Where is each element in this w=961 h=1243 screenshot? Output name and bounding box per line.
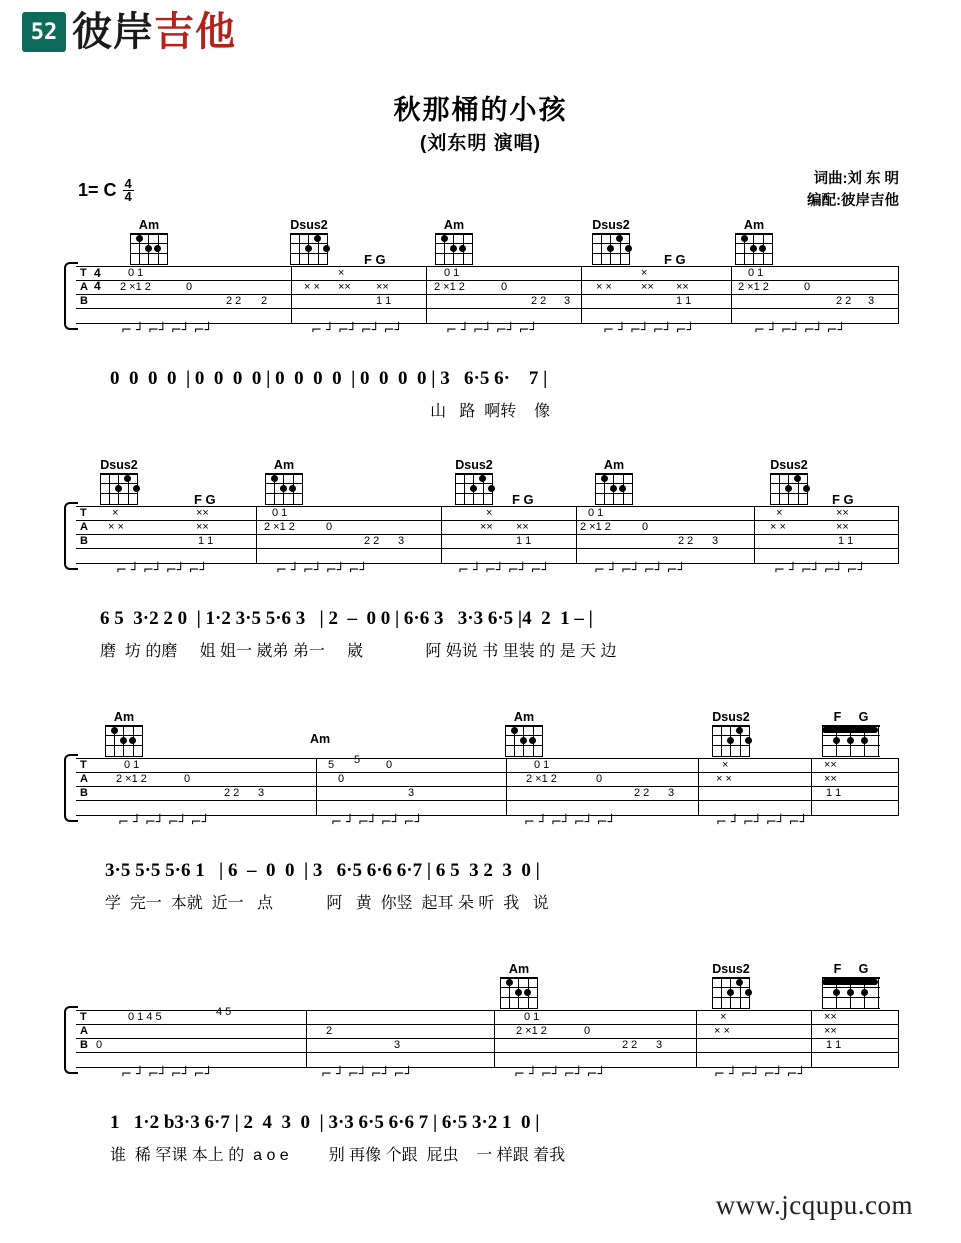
chord-diagram-am [105, 710, 143, 757]
chord-diagram-am [265, 458, 303, 505]
numbered-notation-row: 6 5 3·2 2 0 | 1·2 3·5 5·6 3 | 2 – 0 0 | 6·6 3 3·3 6·5 |4 2 1 – | [100, 608, 593, 629]
chord-diagram-am [735, 218, 773, 265]
chord-name: Dsus2 [290, 218, 328, 232]
page-title: 秋那桶的小孩 [393, 95, 568, 125]
key-label: 1= C [78, 180, 117, 200]
system-2 [0, 458, 961, 660]
numbered-notation-row: 1 1·2 b3·3 6·7 | 2 4 3 0 | 3·3 6·5 6·6 7 | 6·5 3·2 1 0 | [110, 1112, 540, 1133]
chord-grid [712, 977, 750, 1009]
credits-line-1: 词曲:刘 东 明 [813, 171, 899, 187]
chord-grid [100, 473, 138, 505]
credits-line-2: 编配:彼岸吉他 [807, 193, 899, 209]
chord-grid [822, 977, 880, 1009]
lyrics-row: 学 完一 本就 近一 点 阿 黄 你竖 起耳 朵 听 我 说 [105, 895, 549, 912]
chord-diagram-am [505, 710, 543, 757]
chord-name: Am [508, 962, 530, 976]
chord-diagram-am [595, 458, 633, 505]
chord-diagram-dsus2 [592, 218, 630, 265]
chord-name: Am [743, 218, 765, 232]
credits [807, 168, 899, 212]
logo-text [72, 12, 236, 52]
tab-staff-2 [76, 492, 899, 578]
site-logo [22, 12, 236, 52]
inline-chord-marks: F G [832, 492, 854, 507]
rhythm-marks: ⌐ ┘ ⌐┘ ⌐┘ ⌐┘ ⌐ ┘ ⌐┘ ⌐┘ ⌐┘ ⌐ ┘ ⌐┘ ⌐┘ ⌐┘ ⌐ ┘ ⌐┘ ⌐┘ ⌐┘ [118, 815, 808, 830]
system-3 [0, 710, 961, 912]
chord-grid [105, 725, 143, 757]
chord-grid [505, 725, 543, 757]
time-signature-top: 4 [124, 176, 132, 191]
chord-name: Dsus2 [455, 458, 493, 472]
chord-grid [822, 725, 880, 757]
staff-lines: T A B 0 1 4 5 4 5 0 2 3 0 1 2 ×1 2 0 2 2 3 × × × ×× ×× 1 1 [76, 1010, 899, 1068]
chord-name: Am [603, 458, 625, 472]
lyrics-row: 山 路 啊转 像 [110, 403, 551, 420]
tab-staff-4 [76, 1006, 899, 1082]
chord-grid [130, 233, 168, 265]
chord-name: Dsus2 [100, 458, 138, 472]
logo-badge: 52 [22, 12, 66, 52]
inline-chord-marks: F G [664, 252, 686, 267]
inline-chord-marks: F G [512, 492, 534, 507]
system-4 [0, 962, 961, 1164]
lyrics-row: 磨 坊 的磨 姐 姐一 崴弟 弟一 崴 阿 妈说 书 里装 的 是 天 边 [100, 643, 617, 660]
chord-name: Am [138, 218, 160, 232]
chord-grid [735, 233, 773, 265]
staff-lines: T A B 4 4 0 1 2 ×1 2 0 2 2 2 × × × ×× ×× 1 1 0 1 2 ×1 2 0 2 2 3 × × × ×× ×× 1 1 0 1 2 ×1 2 0 2 2 3 [76, 266, 899, 324]
chord-grid [770, 473, 808, 505]
tab-clef: T A B [80, 267, 88, 307]
staff-lines: T A B 0 1 2 ×1 2 0 2 2 3 5 5 0 0 3 0 1 2 ×1 2 0 2 2 3 × × × ×× ×× 1 1 [76, 758, 899, 816]
key-signature [78, 178, 134, 203]
chord-name: Dsus2 [770, 458, 808, 472]
chord-diagram-f-g [822, 962, 880, 1009]
tab-staff-3 [76, 754, 899, 830]
chord-name: Am [310, 732, 331, 746]
chord-name: Am [513, 710, 535, 724]
chord-name: Dsus2 [712, 962, 750, 976]
rhythm-marks: ⌐ ┘ ⌐┘ ⌐┘ ⌐┘ ⌐ ┘ ⌐┘ ⌐┘ ⌐┘ ⌐ ┘ ⌐┘ ⌐┘ ⌐┘ ⌐ ┘ ⌐┘ ⌐┘ ⌐┘ ⌐ ┘ ⌐┘ ⌐┘ ⌐┘ [121, 323, 846, 338]
watermark-url: www.jcqupu.com [715, 1190, 913, 1220]
time-signature-bottom: 4 [124, 189, 132, 204]
chord-diagram-dsus2 [455, 458, 493, 505]
chord-diagram-f-g [822, 710, 880, 757]
chord-name: Am [273, 458, 295, 472]
tab-clef: T A B [80, 1011, 88, 1051]
staff-lines: T A B × × × ×× ×× 1 1 0 1 2 ×1 2 0 2 2 3 × ×× ×× 1 1 0 1 2 ×1 2 0 2 2 3 × × × ×× ×× 1 1 [76, 506, 899, 564]
rhythm-marks: ⌐ ┘ ⌐┘ ⌐┘ ⌐┘ ⌐ ┘ ⌐┘ ⌐┘ ⌐┘ ⌐ ┘ ⌐┘ ⌐┘ ⌐┘ ⌐ ┘ ⌐┘ ⌐┘ ⌐┘ [121, 1067, 806, 1082]
chord-name: Dsus2 [712, 710, 750, 724]
chord-diagram-dsus2 [712, 710, 750, 757]
chord-grid [595, 473, 633, 505]
chord-diagram-am [435, 218, 473, 265]
inline-chord-marks: F G [364, 252, 386, 267]
chord-name: F G [833, 962, 869, 976]
page-subtitle: (刘东明 演唱) [420, 133, 541, 154]
chord-name: Am [443, 218, 465, 232]
system-1 [0, 218, 961, 420]
chord-diagram-dsus2 [290, 218, 328, 265]
chord-diagram-dsus2 [712, 962, 750, 1009]
lyrics-row: 谁 稀 罕课 本上 的 a o e 别 再像 个跟 屁虫 一 样跟 着我 [110, 1147, 566, 1164]
tab-clef: T A B [80, 759, 88, 799]
tab-clef: T A B [80, 507, 88, 547]
chord-name: Am [113, 710, 135, 724]
chord-grid [592, 233, 630, 265]
chord-grid [712, 725, 750, 757]
tab-staff-1 [76, 252, 899, 338]
chord-diagram-am [500, 962, 538, 1009]
chord-grid [435, 233, 473, 265]
staff-time-signature: 4 4 [94, 266, 101, 293]
logo-text-label: 彼岸吉他 [72, 10, 236, 54]
chord-diagram-dsus2 [770, 458, 808, 505]
chord-grid [265, 473, 303, 505]
chord-grid [500, 977, 538, 1009]
chord-diagram-am [130, 218, 168, 265]
chord-diagram-dsus2 [100, 458, 138, 505]
chord-name: F G [833, 710, 869, 724]
numbered-notation-row: 3·5 5·5 5·6 1 | 6 – 0 0 | 3 6·5 6·6 6·7 | 6 5 3 2 3 0 | [105, 860, 540, 881]
chord-grid [455, 473, 493, 505]
time-signature [123, 178, 134, 203]
rhythm-marks: ⌐ ┘ ⌐┘ ⌐┘ ⌐┘ ⌐ ┘ ⌐┘ ⌐┘ ⌐┘ ⌐ ┘ ⌐┘ ⌐┘ ⌐┘ ⌐ ┘ ⌐┘ ⌐┘ ⌐┘ ⌐ ┘ ⌐┘ ⌐┘ ⌐┘ [116, 563, 866, 578]
numbered-notation-row: 0 0 0 0 | 0 0 0 0 | 0 0 0 0 | 0 0 0 0 | 3 6·5 6· 7 | [110, 368, 548, 389]
chord-grid [290, 233, 328, 265]
chord-name: Dsus2 [592, 218, 630, 232]
inline-chord-marks: F G [194, 492, 216, 507]
chord-diagram-am [310, 732, 330, 747]
